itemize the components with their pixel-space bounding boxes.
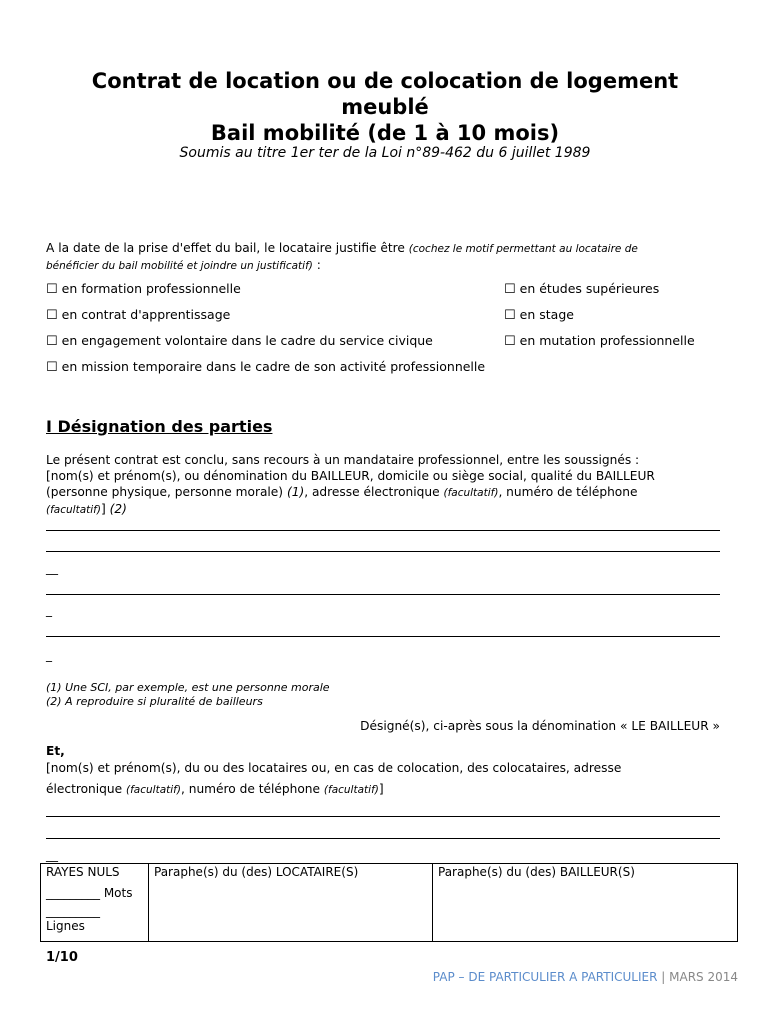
- text-segment: (personne physique, personne morale): [46, 485, 287, 499]
- fill-line[interactable]: [46, 636, 720, 637]
- parties-line3: [46, 484, 736, 501]
- mots-blank[interactable]: _________: [46, 886, 100, 900]
- parties-line1: Le présent contrat est conclu, sans recours à un mandataire professionnel, entre les soussignés :: [46, 453, 640, 467]
- checkbox-icon[interactable]: ☐: [504, 282, 516, 297]
- checkbox-icon[interactable]: ☐: [46, 360, 58, 375]
- text-segment: électronique: [46, 782, 127, 796]
- checkbox-icon[interactable]: ☐: [504, 334, 516, 349]
- optional-note: (facultatif): [46, 504, 101, 516]
- footnote-ref: (1): [286, 485, 305, 499]
- checkbox-icon[interactable]: ☐: [46, 308, 58, 323]
- intro-paragraph: [46, 240, 736, 274]
- lignes-label: Lignes: [46, 919, 85, 933]
- intro-note-part1: (cochez le motif permettant au locataire de: [408, 243, 638, 255]
- rayes-nuls-label: RAYES NULS: [46, 865, 120, 879]
- checkbox-label: en contrat d'apprentissage: [61, 307, 231, 322]
- checkbox-formation[interactable]: [46, 281, 241, 297]
- locataire-line2: [46, 781, 736, 798]
- paraphe-bailleur-label: Paraphe(s) du (des) BAILLEUR(S): [438, 865, 635, 879]
- optional-note: (facultatif): [443, 487, 499, 499]
- optional-note: (facultatif): [323, 784, 379, 796]
- text-segment: , numéro de téléphone: [180, 782, 324, 796]
- footer-brand: [433, 970, 738, 984]
- intro-text: A la date de la prise d'effet du bail, le locataire justifie être: [46, 241, 409, 255]
- checkbox-civique[interactable]: [46, 333, 433, 349]
- text-segment: ]: [100, 502, 110, 516]
- checkbox-icon[interactable]: ☐: [46, 282, 58, 297]
- parties-paragraph: [46, 452, 736, 518]
- mots-label: Mots: [100, 886, 133, 900]
- section-title-designation: I Désignation des parties: [46, 417, 273, 436]
- fill-line[interactable]: [46, 838, 720, 839]
- optional-note: (facultatif): [126, 784, 181, 796]
- paraphe-bailleur-cell[interactable]: [433, 864, 738, 942]
- locataire-line1: [nom(s) et prénom(s), du ou des locataires ou, en cas de colocation, des colocataires, adresse: [46, 761, 622, 775]
- text-segment: ]: [378, 782, 384, 796]
- checkbox-label: en mission temporaire dans le cadre de son activité professionnelle: [61, 359, 486, 374]
- brand-name: PAP – DE PARTICULIER A PARTICULIER: [432, 970, 658, 984]
- intro-note-part2: bénéficier du bail mobilité et joindre un justificatif): [46, 260, 313, 272]
- document-subtitle: Soumis au titre 1er ter de la Loi n°89-462 du 6 juillet 1989: [179, 145, 591, 161]
- checkbox-icon[interactable]: ☐: [46, 334, 58, 349]
- footnote-ref: (2): [109, 502, 127, 516]
- fill-line[interactable]: [46, 594, 720, 595]
- checkbox-stage[interactable]: [504, 307, 574, 323]
- designation-bailleur: Désigné(s), ci-après sous la dénomination « LE BAILLEUR »: [360, 719, 720, 733]
- et-label: Et,: [46, 744, 65, 758]
- checkbox-label: en stage: [519, 307, 574, 322]
- text-segment: , numéro de téléphone: [498, 485, 638, 499]
- checkbox-mutation[interactable]: [504, 333, 695, 349]
- intro-suffix: :: [312, 258, 321, 272]
- paraphe-table: [40, 863, 738, 942]
- fill-line[interactable]: [46, 816, 720, 817]
- checkbox-label: en études supérieures: [519, 281, 660, 296]
- checkbox-label: en formation professionnelle: [61, 281, 241, 296]
- fill-dash: _: [46, 648, 52, 662]
- checkbox-etudes[interactable]: [504, 281, 659, 297]
- fill-dash: _: [46, 603, 52, 617]
- mots-row: [46, 886, 143, 900]
- page-number: 1/10: [46, 950, 78, 965]
- checkbox-apprentissage[interactable]: [46, 307, 230, 323]
- footnote-2: (2) A reproduire si pluralité de bailleurs: [46, 695, 263, 708]
- fill-line[interactable]: [46, 530, 720, 531]
- parties-line2: [nom(s) et prénom(s), ou dénomination du BAILLEUR, domicile ou siège social, qualité du BAILLEUR: [46, 469, 655, 483]
- checkbox-icon[interactable]: ☐: [504, 308, 516, 323]
- fill-dash: __: [46, 561, 58, 575]
- checkbox-label: en engagement volontaire dans le cadre du service civique: [61, 333, 433, 348]
- checkbox-label: en mutation professionnelle: [519, 333, 695, 348]
- brand-separator: |: [657, 970, 670, 984]
- document-title-line3: Bail mobilité (de 1 à 10 mois): [210, 121, 560, 145]
- fill-dash: __: [46, 848, 58, 862]
- fill-line[interactable]: [46, 551, 720, 552]
- parties-line4: [46, 501, 736, 518]
- brand-date: MARS 2014: [669, 970, 738, 984]
- text-segment: , adresse électronique: [304, 485, 444, 499]
- paraphe-locataire-label: Paraphe(s) du (des) LOCATAIRE(S): [154, 865, 359, 879]
- checkbox-mission[interactable]: [46, 359, 485, 375]
- footnote-1: (1) Une SCI, par exemple, est une personne morale: [46, 681, 330, 694]
- rayes-nuls-cell: [41, 864, 149, 942]
- lignes-blank[interactable]: _________: [46, 904, 100, 918]
- paraphe-locataire-cell[interactable]: [149, 864, 433, 942]
- document-title-line1: Contrat de location ou de colocation de logement: [91, 69, 679, 93]
- document-title-line2: meublé: [341, 95, 429, 119]
